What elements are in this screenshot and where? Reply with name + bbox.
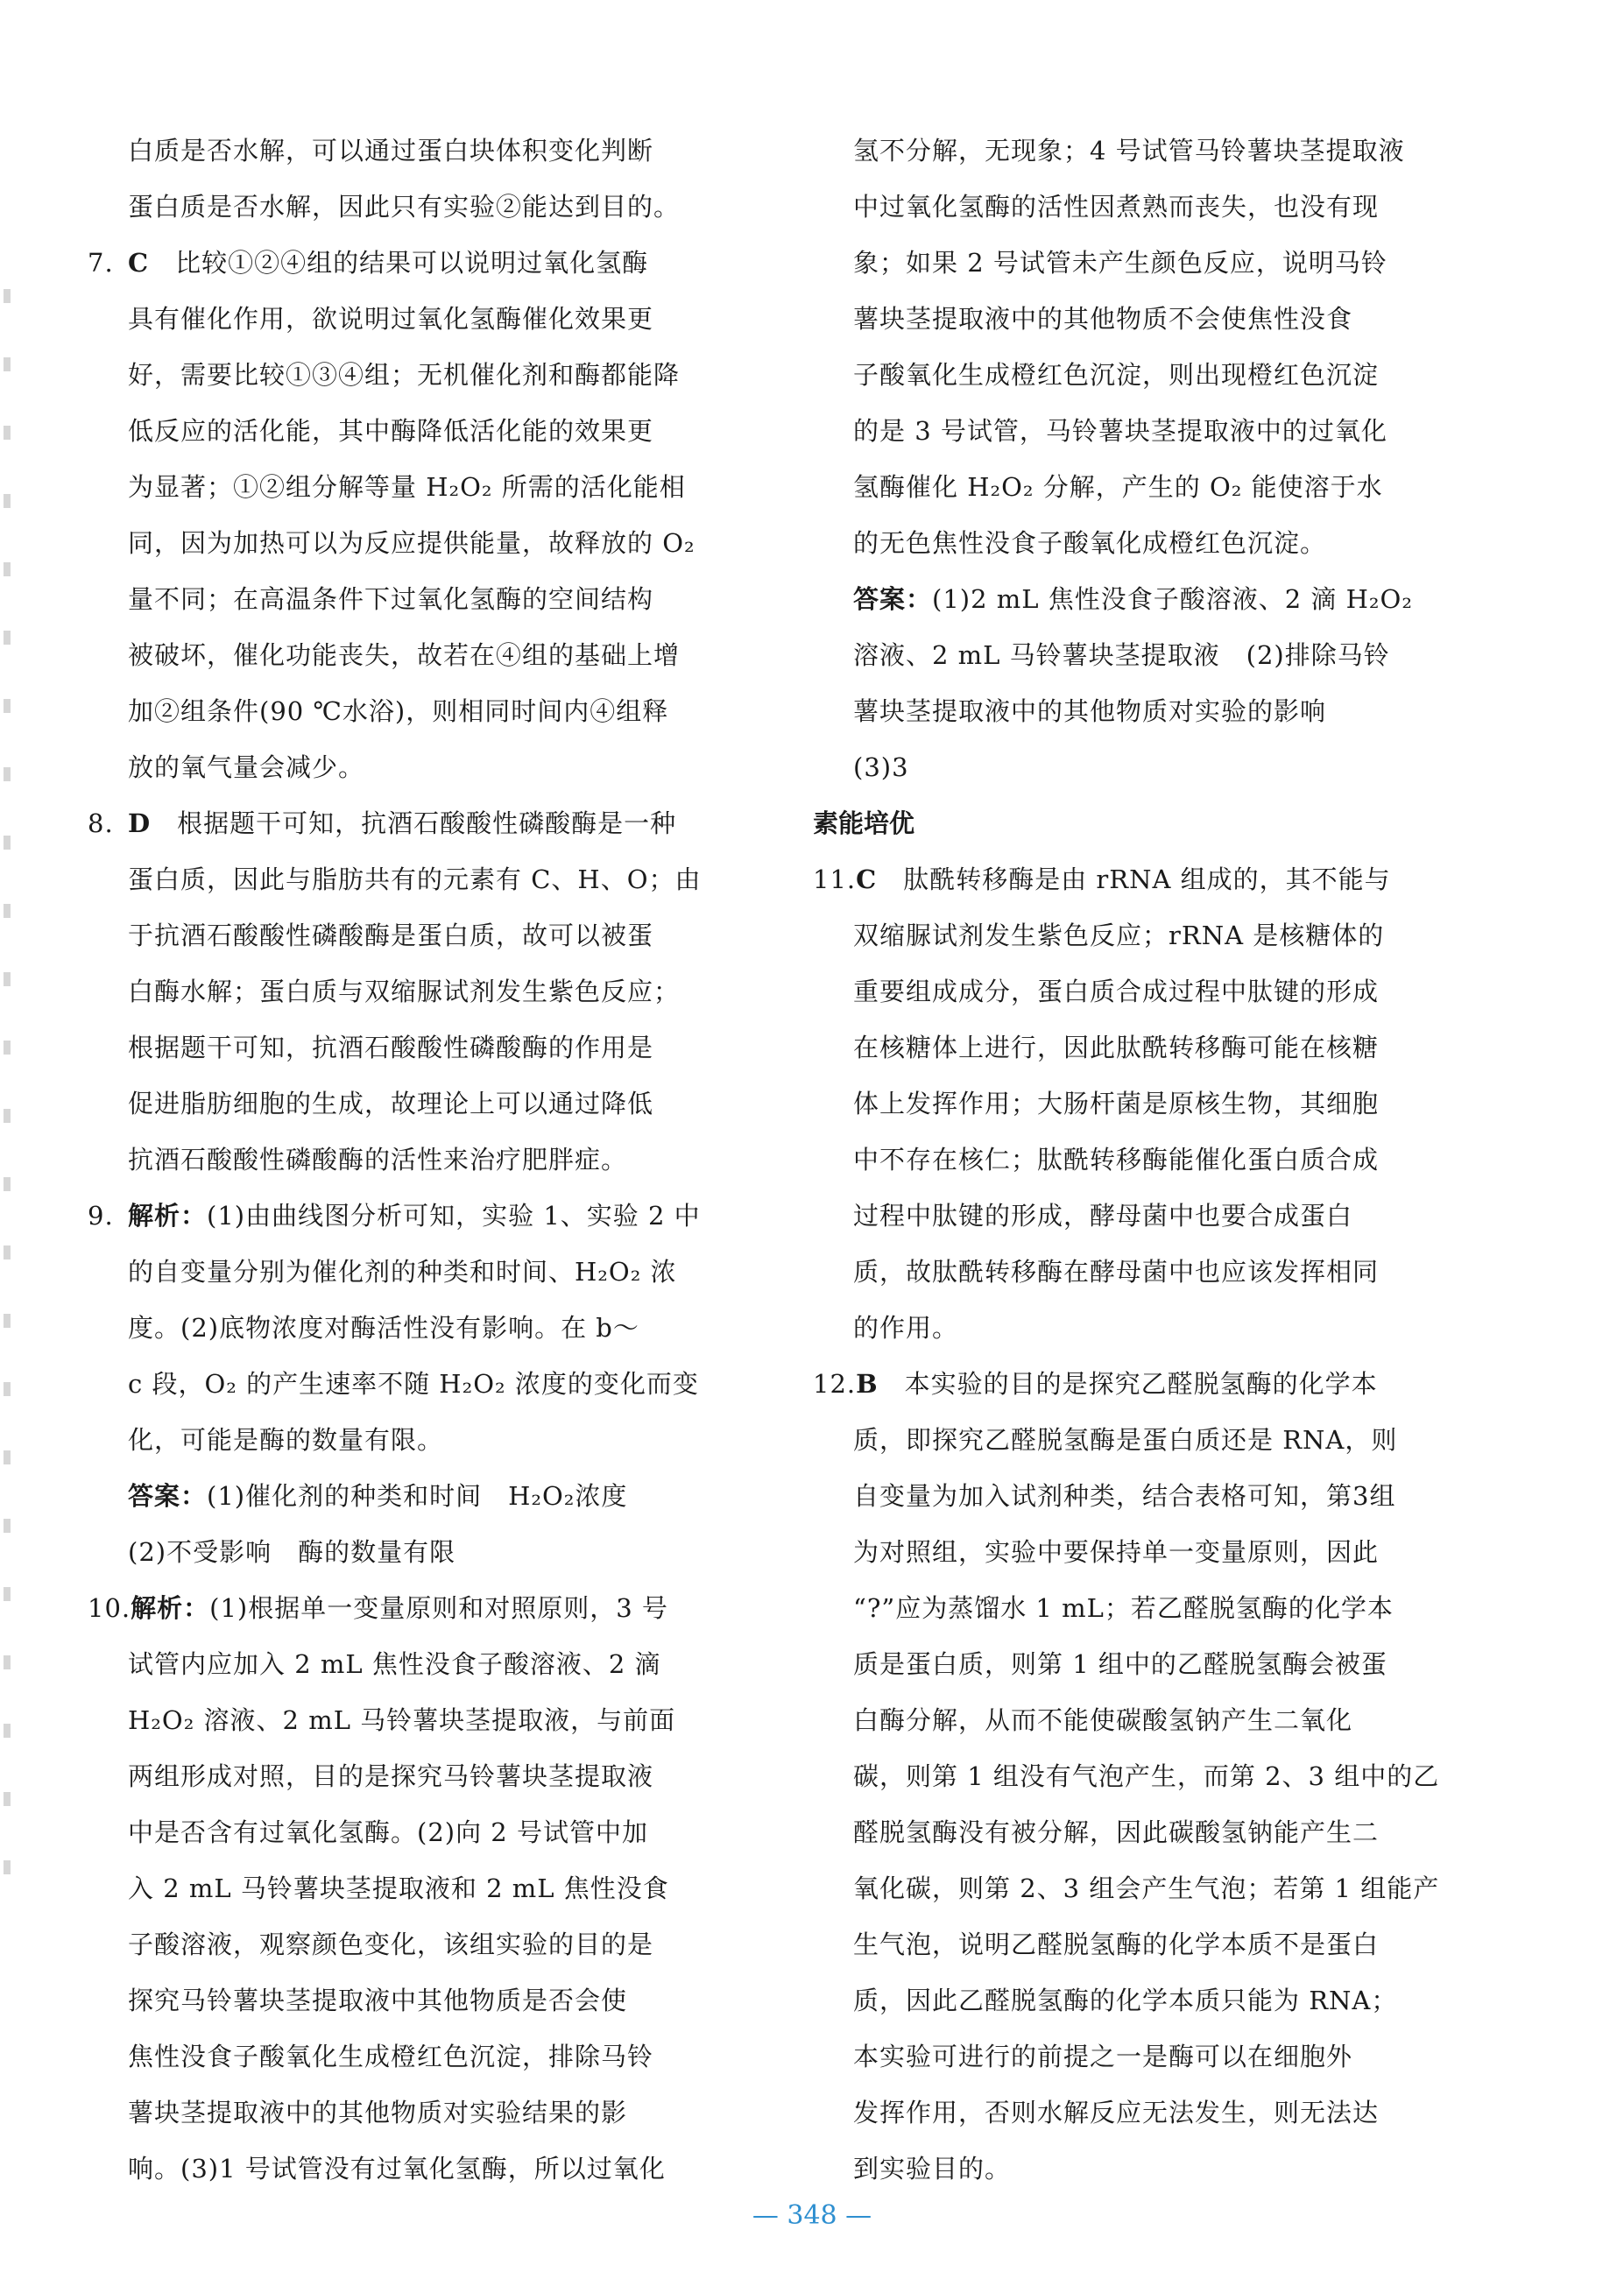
- line-text: 为对照组，实验中要保持单一变量原则，因此: [853, 1537, 1380, 1567]
- text-line: [813, 963, 1449, 1020]
- text-line: [88, 963, 745, 1020]
- question-number: 10.: [88, 1593, 131, 1623]
- line-text: 白酶水解；蛋白质与双缩脲试剂发生紫色反应；: [128, 977, 681, 1006]
- text-line: [813, 571, 1449, 627]
- answer-key: B: [856, 1369, 879, 1399]
- left-column: [88, 123, 745, 2197]
- text-line: [813, 1412, 1449, 1468]
- text-line: [813, 291, 1449, 347]
- line-text: 质，因此乙醛脱氢酶的化学本质只能为 RNA；: [853, 1986, 1398, 2015]
- text-line: [813, 1076, 1449, 1132]
- text-line: [88, 1972, 745, 2029]
- line-text: 的是 3 号试管，马铃薯块茎提取液中的过氧化: [853, 416, 1387, 446]
- line-text: 入 2 mL 马铃薯块茎提取液和 2 mL 焦性没食: [128, 1873, 669, 1903]
- text-line: [88, 1020, 745, 1076]
- text-line: [813, 1748, 1449, 1804]
- question-line: [813, 1356, 1449, 1412]
- binding-edge-marks: [4, 289, 16, 1929]
- line-text: (3)3: [853, 752, 909, 782]
- text-line: [88, 1300, 745, 1356]
- page-number: — 348 —: [752, 2200, 872, 2231]
- text-line: [813, 1524, 1449, 1580]
- question-number: 7.: [88, 248, 114, 278]
- line-text: 中是否含有过氧化氢酶。(2)向 2 号试管中加: [128, 1817, 648, 1847]
- answer-key: C: [856, 864, 878, 894]
- text-line: [88, 1916, 745, 1972]
- line-text: 为显著；①②组分解等量 H₂O₂ 所需的活化能相: [128, 472, 686, 502]
- text-line: [813, 1580, 1449, 1636]
- line-text: 到实验目的。: [853, 2154, 1012, 2184]
- line-text: 探究马铃薯块茎提取液中其他物质是否会使: [128, 1986, 628, 2015]
- line-text: 肽酰转移酶是由 rRNA 组成的，其不能与: [877, 864, 1391, 894]
- text-line: [88, 2029, 745, 2085]
- question-line: [88, 1188, 745, 1244]
- line-text: 白酶分解，从而不能使碳酸氢钠产生二氧化: [853, 1705, 1353, 1735]
- text-line: [813, 179, 1449, 235]
- line-text: 双缩脲试剂发生紫色反应；rRNA 是核糖体的: [853, 921, 1385, 950]
- text-line: [88, 2085, 745, 2141]
- text-line: [813, 347, 1449, 403]
- line-text: 加②组条件(90 ℃水浴)，则相同时间内④组释: [128, 696, 669, 726]
- text-line: [813, 683, 1449, 739]
- text-line: [813, 1132, 1449, 1188]
- text-line: [88, 515, 745, 571]
- text-line: [88, 1468, 745, 1524]
- text-line: [88, 1860, 745, 1916]
- text-line: [88, 291, 745, 347]
- line-text: 本实验可进行的前提之一是酶可以在细胞外: [853, 2042, 1353, 2071]
- line-text: 生气泡，说明乙醛脱氢酶的化学本质不是蛋白: [853, 1930, 1380, 1959]
- question-number: 8.: [88, 808, 114, 838]
- line-text: 根据题干可知，抗酒石酸酸性磷酸酶的作用是: [128, 1033, 654, 1062]
- question-line: [88, 795, 745, 851]
- text-line: [813, 907, 1449, 963]
- line-text: 子酸溶液，观察颜色变化，该组实验的目的是: [128, 1930, 654, 1959]
- text-line: [88, 347, 745, 403]
- line-text: c 段，O₂ 的产生速率不随 H₂O₂ 浓度的变化而变: [128, 1369, 699, 1399]
- line-text: 化，可能是酶的数量有限。: [128, 1425, 444, 1455]
- text-line: [88, 683, 745, 739]
- text-line: [88, 459, 745, 515]
- line-text: (1)2 mL 焦性没食子酸溶液、2 滴 H₂O₂: [932, 584, 1413, 614]
- text-line: [88, 1244, 745, 1300]
- line-text: 体上发挥作用；大肠杆菌是原核生物，其细胞: [853, 1089, 1380, 1118]
- text-line: [813, 1636, 1449, 1692]
- line-text: 具有催化作用，欲说明过氧化氢酶催化效果更: [128, 304, 654, 334]
- line-text: 氧化碳，则第 2、3 组会产生气泡；若第 1 组能产: [853, 1873, 1440, 1903]
- answer-label: 答案：: [853, 584, 933, 614]
- line-text: 薯块茎提取液中的其他物质不会使焦性没食: [853, 304, 1353, 334]
- text-line: [88, 907, 745, 963]
- line-text: 的无色焦性没食子酸氧化成橙红色沉淀。: [853, 528, 1327, 558]
- text-line: [88, 1636, 745, 1692]
- question-line: [88, 235, 745, 291]
- line-text: H₂O₂ 溶液、2 mL 马铃薯块茎提取液，与前面: [128, 1705, 676, 1735]
- text-line: [88, 627, 745, 683]
- line-text: 比较①②④组的结果可以说明过氧化氢酶: [149, 248, 649, 278]
- text-line: [813, 627, 1449, 683]
- line-text: 中过氧化氢酶的活性因煮熟而丧失，也没有现: [853, 192, 1380, 222]
- line-text: 白质是否水解，可以通过蛋白块体积变化判断: [128, 136, 654, 166]
- text-line: [88, 739, 745, 795]
- text-line: [813, 1860, 1449, 1916]
- line-text: (1)催化剂的种类和时间 H₂O₂浓度: [207, 1481, 628, 1511]
- text-line: [813, 235, 1449, 291]
- line-text: 质，故肽酰转移酶在酵母菌中也应该发挥相同: [853, 1257, 1380, 1287]
- text-line: [88, 1524, 745, 1580]
- text-line: [813, 1188, 1449, 1244]
- line-text: 同，因为加热可以为反应提供能量，故释放的 O₂: [128, 528, 695, 558]
- text-line: [813, 1916, 1449, 1972]
- line-text: 于抗酒石酸酸性磷酸酶是蛋白质，故可以被蛋: [128, 921, 654, 950]
- text-line: [813, 403, 1449, 459]
- line-text: 两组形成对照，目的是探究马铃薯块茎提取液: [128, 1761, 654, 1791]
- text-line: [813, 459, 1449, 515]
- line-text: 试管内应加入 2 mL 焦性没食子酸溶液、2 滴: [128, 1649, 661, 1679]
- text-line: [88, 1412, 745, 1468]
- line-text: 中不存在核仁；肽酰转移酶能催化蛋白质合成: [853, 1145, 1380, 1175]
- line-text: 发挥作用，否则水解反应无法发生，则无法达: [853, 2098, 1380, 2127]
- text-line: [813, 1692, 1449, 1748]
- line-text: 薯块茎提取液中的其他物质对实验的影响: [853, 696, 1327, 726]
- text-line: [813, 2029, 1449, 2085]
- text-line: [813, 1972, 1449, 2029]
- question-number: 9.: [88, 1201, 114, 1231]
- answer-key: D: [128, 808, 152, 838]
- text-line: [88, 2141, 745, 2197]
- line-text: 过程中肽键的形成，酵母菌中也要合成蛋白: [853, 1201, 1353, 1231]
- text-line: [88, 571, 745, 627]
- answer-key: C: [128, 248, 150, 278]
- text-line: [88, 1356, 745, 1412]
- line-text: 根据题干可知，抗酒石酸酸性磷酸酶是一种: [151, 808, 677, 838]
- text-line: [88, 1748, 745, 1804]
- text-line: [88, 1804, 745, 1860]
- text-line: [813, 123, 1449, 179]
- text-line: [88, 179, 745, 235]
- line-text: 质是蛋白质，则第 1 组中的乙醛脱氢酶会被蛋: [853, 1649, 1387, 1679]
- line-text: 质，即探究乙醛脱氢酶是蛋白质还是 RNA，则: [853, 1425, 1398, 1455]
- question-number: 11.: [813, 864, 857, 894]
- line-text: 溶液、2 mL 马铃薯块茎提取液 (2)排除马铃: [853, 640, 1390, 670]
- text-line: [88, 403, 745, 459]
- question-number: 12.: [813, 1369, 857, 1399]
- line-text: 好，需要比较①③④组；无机催化剂和酶都能降: [128, 360, 681, 390]
- answer-key: 解析：: [131, 1593, 210, 1623]
- line-text: (1)根据单一变量原则和对照原则，3 号: [209, 1593, 668, 1623]
- line-text: 被破坏，催化功能丧失，故若在④组的基础上增: [128, 640, 681, 670]
- text-line: [88, 1692, 745, 1748]
- text-line: [813, 1300, 1449, 1356]
- text-line: [813, 515, 1449, 571]
- line-text: 在核糖体上进行，因此肽酰转移酶可能在核糖: [853, 1033, 1380, 1062]
- line-text: 抗酒石酸酸性磷酸酶的活性来治疗肥胖症。: [128, 1145, 628, 1175]
- line-text: 度。(2)底物浓度对酶活性没有影响。在 b～: [128, 1313, 639, 1343]
- line-text: 低反应的活化能，其中酶降低活化能的效果更: [128, 416, 654, 446]
- text-line: [813, 1244, 1449, 1300]
- line-text: 的自变量分别为催化剂的种类和时间、H₂O₂ 浓: [128, 1257, 677, 1287]
- line-text: 放的氧气量会减少。: [128, 752, 365, 782]
- line-text: 响。(3)1 号试管没有过氧化氢酶，所以过氧化: [128, 2154, 666, 2184]
- line-text: (1)由曲线图分析可知，实验 1、实验 2 中: [207, 1201, 701, 1231]
- text-line: [813, 739, 1449, 795]
- line-text: 氢不分解，无现象；4 号试管马铃薯块茎提取液: [853, 136, 1405, 166]
- answer-key: 解析：: [128, 1201, 208, 1231]
- question-line: [813, 851, 1449, 907]
- text-line: [813, 1804, 1449, 1860]
- line-text: 蛋白质，因此与脂肪共有的元素有 C、H、O；由: [128, 864, 702, 894]
- line-text: 自变量为加入试剂种类，结合表格可知，第3组: [853, 1481, 1396, 1511]
- line-text: 碳，则第 1 组没有气泡产生，而第 2、3 组中的乙: [853, 1761, 1440, 1791]
- text-line: [813, 2141, 1449, 2197]
- text-line: [88, 123, 745, 179]
- answer-label: 答案：: [128, 1481, 208, 1511]
- line-text: 醛脱氢酶没有被分解，因此碳酸氢钠能产生二: [853, 1817, 1380, 1847]
- section-heading: 素能培优: [813, 808, 915, 838]
- line-text: 本实验的目的是探究乙醛脱氢酶的化学本: [878, 1369, 1378, 1399]
- line-text: 蛋白质是否水解，因此只有实验②能达到目的。: [128, 192, 681, 222]
- text-line: [813, 2085, 1449, 2141]
- right-column: [813, 123, 1449, 2197]
- line-text: 子酸氧化生成橙红色沉淀，则出现橙红色沉淀: [853, 360, 1380, 390]
- line-text: 促进脂肪细胞的生成，故理论上可以通过降低: [128, 1089, 654, 1118]
- line-text: 薯块茎提取液中的其他物质对实验结果的影: [128, 2098, 628, 2127]
- text-line: [88, 1076, 745, 1132]
- line-text: 焦性没食子酸氧化生成橙红色沉淀，排除马铃: [128, 2042, 654, 2071]
- line-text: 的作用。: [853, 1313, 959, 1343]
- line-text: “?”应为蒸馏水 1 mL；若乙醛脱氢酶的化学本: [853, 1593, 1394, 1623]
- line-text: 氢酶催化 H₂O₂ 分解，产生的 O₂ 能使溶于水: [853, 472, 1383, 502]
- line-text: 量不同；在高温条件下过氧化氢酶的空间结构: [128, 584, 654, 614]
- text-line: [813, 1020, 1449, 1076]
- text-line: [88, 1132, 745, 1188]
- line-text: 重要组成成分，蛋白质合成过程中肽键的形成: [853, 977, 1380, 1006]
- text-line: [88, 851, 745, 907]
- line-text: (2)不受影响 酶的数量有限: [128, 1537, 456, 1567]
- line-text: 象；如果 2 号试管未产生颜色反应，说明马铃: [853, 248, 1387, 278]
- question-line: [88, 1580, 745, 1636]
- text-line: [813, 1468, 1449, 1524]
